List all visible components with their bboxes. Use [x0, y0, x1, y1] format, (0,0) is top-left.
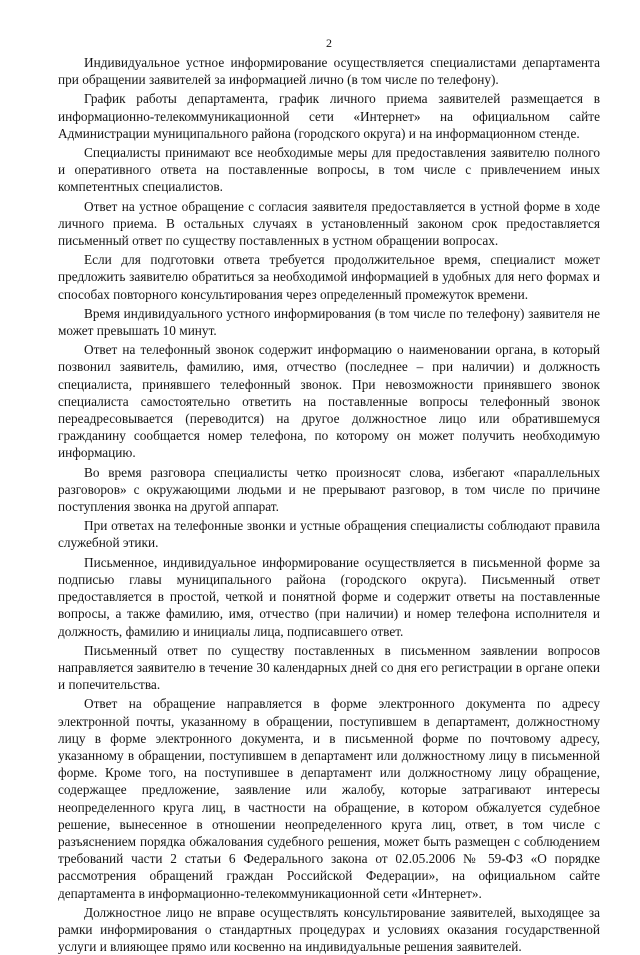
paragraph-long-preparation: Если для подготовки ответа требуется продолжительное время, специалист может предложить заявителю обратиться за необходимой информацией в удобных для него формах и способах повторного консультирования через определенный промежуток времени. — [58, 252, 600, 302]
page-number: 2 — [326, 36, 332, 50]
paragraph-conversation-rules: Во время разговора специалисты четко произносят слова, избегают «параллельных разговоров» с окружающими людьми и не прерывают разговор, в том числе по причине поступления звонка на другой аппарат. — [58, 464, 600, 515]
paragraph-ethics: При ответах на телефонные звонки и устные обращения специалисты соблюдают правила служебной этики. — [58, 518, 600, 551]
paragraph-time-limit: Время индивидуального устного информирования (в том числе по телефону) заявителя не может превышать 10 минут. — [58, 305, 600, 339]
paragraph-written-info: Письменное, индивидуальное информирование осуществляется в письменной форме за подписью главы муниципального района (городского округа). Письменный ответ предоставляется в простой, четкой и понятной форме и содержит ответы на поставленные вопросы, а также фамилию, имя, отчество (при наличии) и номер телефона исполнителя и должность, фамилию и инициалы лица, подписавшего ответ. — [58, 554, 600, 639]
paragraph-consulting-limits: Должностное лицо не вправе осуществлять консультирование заявителей, выходящее за рамки информирования о стандартных процедурах и условиях оказания государственной услуги и влияющее прямо или косвенно на индивидуальные решения заявителей. — [58, 904, 600, 955]
paragraph-schedule: График работы департамента, график личного приема заявителей размещается в информационно-телекоммуникационной сети «Интернет» на официальном сайте Администрации муниципального района (городского округа) и на информационном стенде. — [58, 91, 600, 141]
paragraph-electronic-response: Ответ на обращение направляется в форме электронного документа по адресу электронной почты, указанному в обращении, поступившем в департамент, должностному лицу в форме электронного документа, и в письменной форме по почтовому адресу, указанному в обращении, поступившем в департамент или должностному лицу в письменной форме. Кроме того, на поступившее в департамент или должностному лицу обращение, содержащее предложение, заявление или жалобу, которые затрагивают интересы неопределенного круга лиц, в частности на обращение, в котором обжалуется судебное решение, вынесенное в отношении неопределенного круга лиц, ответ, в том числе с разъяснением порядка обжалования судебного решения, может быть размещен с соблюдением требований части 2 статьи 6 Федерального закона от 02.05.2006 № 59-ФЗ «О порядке рассмотрения обращений граждан Российской Федерации», на официальном сайте департамента в информационно-телекоммуникационной сети «Интернет». — [58, 696, 600, 901]
paragraph-specialists-measures: Специалисты принимают все необходимые меры для предоставления заявителю полного и оперативного ответа на поставленные вопросы, в том числе с привлечением иных компетентных специалистов. — [58, 145, 600, 195]
paragraph-phone-call: Ответ на телефонный звонок содержит информацию о наименовании органа, в который позвонил заявитель, фамилию, имя, отчество (последнее – при наличии) и должность специалиста, принявшего телефонный звонок. При невозможности принявшего звонок специалиста самостоятельно ответить на поставленные вопросы телефонный звонок переадресовывается (переводится) на другое должностное лицо или обратившемуся гражданину сообщается номер телефона, по которому он может получить необходимую информацию. — [58, 342, 600, 461]
paragraph-oral-response: Ответ на устное обращение с согласия заявителя предоставляется в устной форме в ходе личного приема. В остальных случаях в установленный законом срок предоставляется письменный ответ по существу поставленных в устном обращении вопросах. — [58, 198, 600, 249]
paragraph-written-deadline: Письменный ответ по существу поставленных в письменном заявлении вопросов направляется заявителю в течение 30 календарных дней со дня его регистрации в органе опеки и попечительства. — [58, 642, 600, 693]
paragraph-individual-oral-info: Индивидуальное устное информирование осуществляется специалистами департамента при обращении заявителей за информацией лично (в том числе по телефону). — [58, 55, 600, 88]
